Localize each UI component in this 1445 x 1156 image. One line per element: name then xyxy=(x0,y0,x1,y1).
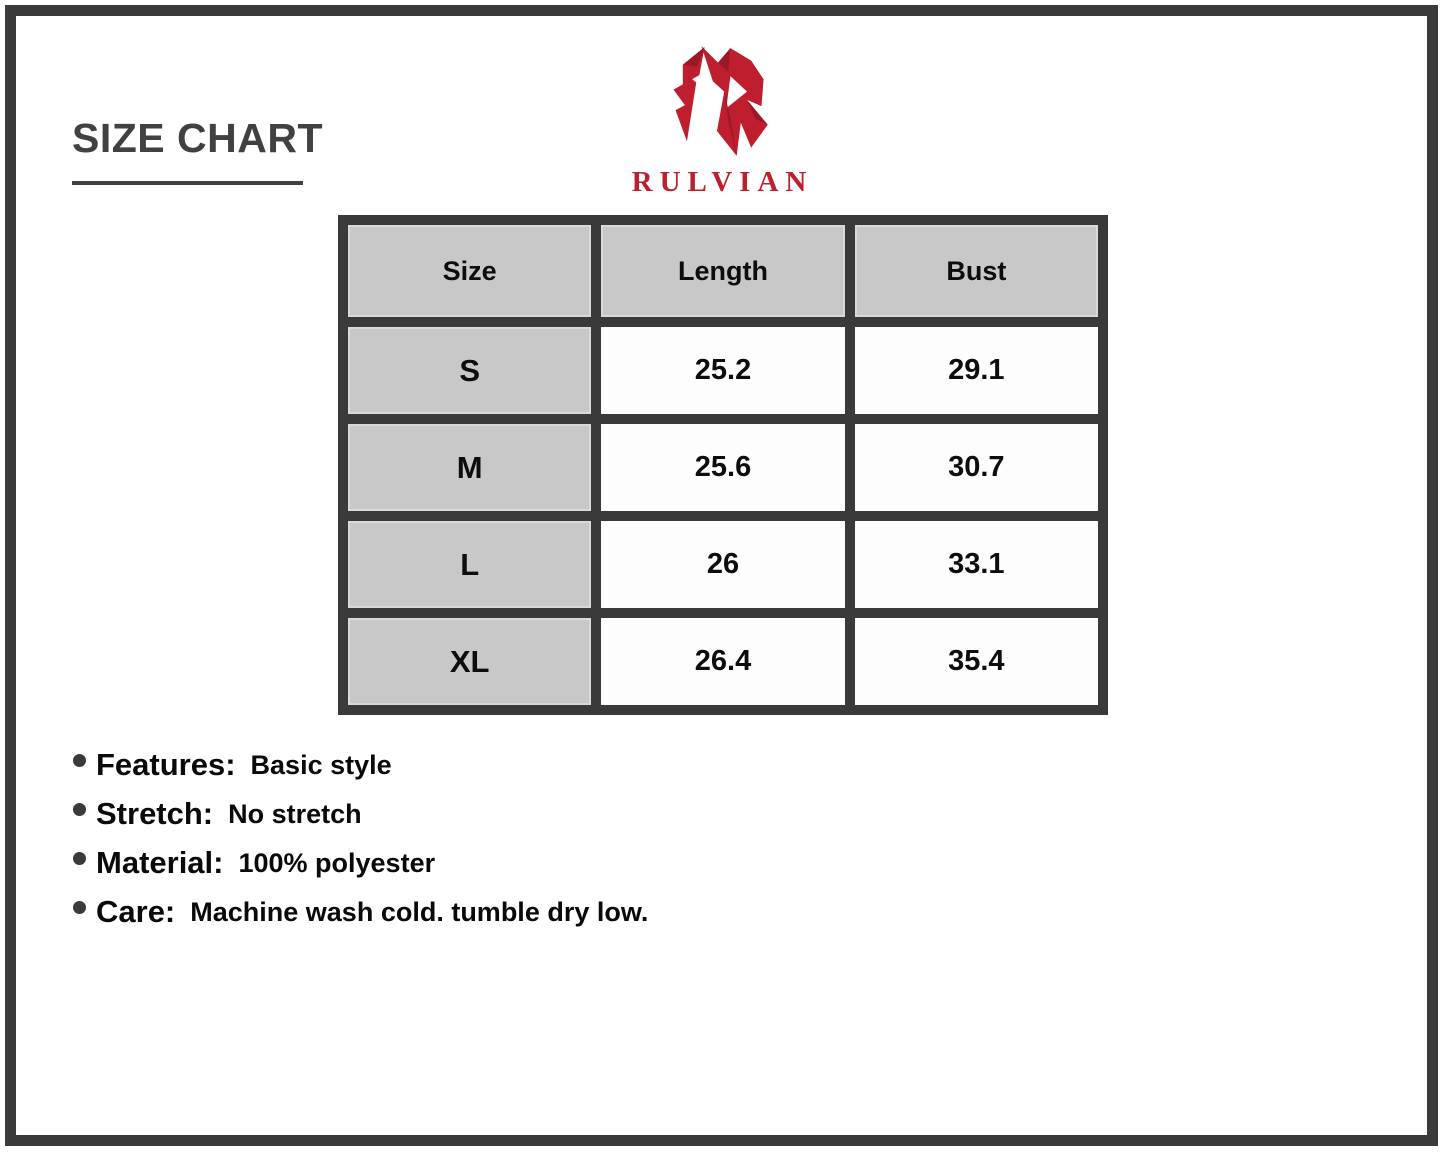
bust-cell: 30.7 xyxy=(855,424,1098,511)
length-cell: 25.2 xyxy=(601,327,844,414)
table-row xyxy=(348,521,1098,608)
size-cell: S xyxy=(348,327,591,414)
page-title: SIZE CHART xyxy=(72,115,323,161)
length-cell: 26 xyxy=(601,521,844,608)
bullet-icon xyxy=(73,852,86,865)
column-header-size: Size xyxy=(348,225,591,317)
column-header-bust: Bust xyxy=(855,225,1098,317)
column-header-length: Length xyxy=(601,225,844,317)
detail-label: Care: xyxy=(96,894,176,929)
bust-cell: 35.4 xyxy=(855,618,1098,705)
bullet-icon xyxy=(73,803,86,816)
detail-label: Material: xyxy=(96,845,224,880)
size-chart-table xyxy=(338,215,1108,715)
detail-label: Features: xyxy=(96,747,236,782)
rulvian-r-logo-icon xyxy=(667,44,779,160)
detail-label: Stretch: xyxy=(96,796,214,831)
size-cell: XL xyxy=(348,618,591,705)
size-cell: L xyxy=(348,521,591,608)
bust-cell: 33.1 xyxy=(855,521,1098,608)
table-row xyxy=(348,327,1098,414)
list-item xyxy=(73,748,648,782)
brand-block xyxy=(632,44,814,199)
bullet-icon xyxy=(73,754,86,767)
product-details-list xyxy=(73,748,648,944)
title-underline xyxy=(72,181,303,185)
brand-name: RULVIAN xyxy=(631,166,814,198)
detail-value: 100% polyester xyxy=(238,847,436,878)
detail-value: No stretch xyxy=(228,798,362,829)
list-item xyxy=(73,895,648,929)
table-row xyxy=(348,618,1098,705)
bust-cell: 29.1 xyxy=(855,327,1098,414)
bullet-icon xyxy=(73,901,86,914)
list-item xyxy=(73,846,648,880)
length-cell: 25.6 xyxy=(601,424,844,511)
title-block xyxy=(72,116,323,185)
list-item xyxy=(73,797,648,831)
detail-value: Basic style xyxy=(250,749,392,780)
table-header-row xyxy=(348,225,1098,317)
length-cell: 26.4 xyxy=(601,618,844,705)
size-cell: M xyxy=(348,424,591,511)
table-row xyxy=(348,424,1098,511)
detail-value: Machine wash cold. tumble dry low. xyxy=(190,896,649,927)
